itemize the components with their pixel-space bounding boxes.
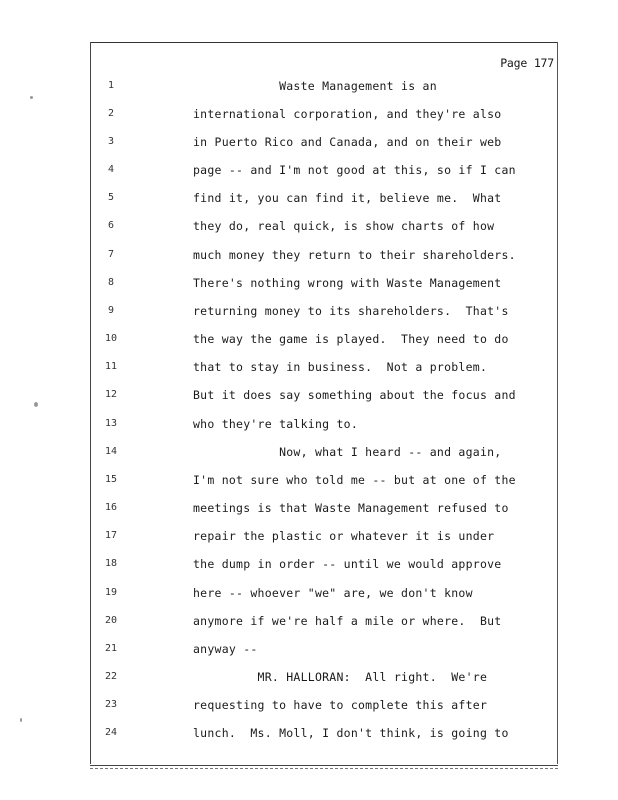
line-number: 19 <box>104 587 118 598</box>
line-number: 14 <box>104 446 118 457</box>
line-number: 11 <box>104 361 118 372</box>
line-text: anyway -- <box>193 642 258 656</box>
line-number: 9 <box>107 305 115 316</box>
line-number: 5 <box>107 192 115 203</box>
line-number: 2 <box>107 108 115 119</box>
line-text: requesting to have to complete this after <box>193 698 488 712</box>
right-margin-rule <box>557 42 558 764</box>
line-number: 18 <box>104 558 118 569</box>
line-text: here -- whoever "we" are, we don't know <box>193 586 473 600</box>
line-number: 10 <box>104 333 118 344</box>
line-text: There's nothing wrong with Waste Management <box>193 276 502 290</box>
left-margin-rule <box>90 42 91 764</box>
line-number: 13 <box>104 418 118 429</box>
line-text: Waste Management is an <box>193 79 437 93</box>
line-text: who they're talking to. <box>193 417 358 431</box>
line-number: 4 <box>107 164 115 175</box>
line-text: the way the game is played. They need to do <box>193 332 509 346</box>
line-number: 12 <box>104 389 118 400</box>
page-frame <box>90 42 558 766</box>
line-number: 24 <box>104 727 118 738</box>
line-number: 17 <box>104 530 118 541</box>
line-text: that to stay in business. Not a problem. <box>193 360 488 374</box>
line-text: international corporation, and they're also <box>193 107 502 121</box>
bottom-rule <box>90 768 558 769</box>
line-text: in Puerto Rico and Canada, and on their web <box>193 135 502 149</box>
line-text: the dump in order -- until we would approve <box>193 557 502 571</box>
line-text: much money they return to their shareholders. <box>193 248 516 262</box>
line-number: 3 <box>107 136 115 147</box>
line-number: 22 <box>104 671 118 682</box>
line-text: repair the plastic or whatever it is under <box>193 529 495 543</box>
line-number: 15 <box>104 474 118 485</box>
line-text: anymore if we're half a mile or where. But <box>193 614 502 628</box>
scan-speck <box>34 402 38 407</box>
line-text: page -- and I'm not good at this, so if I can <box>193 163 516 177</box>
line-number: 20 <box>104 615 118 626</box>
line-text: returning money to its shareholders. That's <box>193 304 509 318</box>
line-number: 23 <box>104 699 118 710</box>
line-text: I'm not sure who told me -- but at one of the <box>193 473 516 487</box>
line-text: they do, real quick, is show charts of how <box>193 219 495 233</box>
line-number: 8 <box>107 277 115 288</box>
line-number: 16 <box>104 502 118 513</box>
line-number: 1 <box>107 80 115 91</box>
scan-speck <box>20 718 22 722</box>
line-number: 21 <box>104 643 118 654</box>
line-text: MR. HALLORAN: All right. We're <box>193 670 488 684</box>
line-text: find it, you can find it, believe me. What <box>193 191 502 205</box>
scan-speck <box>30 96 33 99</box>
line-text: Now, what I heard -- and again, <box>193 445 502 459</box>
page-number: Page 177 <box>500 56 554 70</box>
line-number: 7 <box>107 249 115 260</box>
line-text: lunch. Ms. Moll, I don't think, is going to <box>193 726 509 740</box>
line-text: But it does say something about the focus and <box>193 388 516 402</box>
line-text: meetings is that Waste Management refused to <box>193 501 509 515</box>
line-number: 6 <box>107 220 115 231</box>
